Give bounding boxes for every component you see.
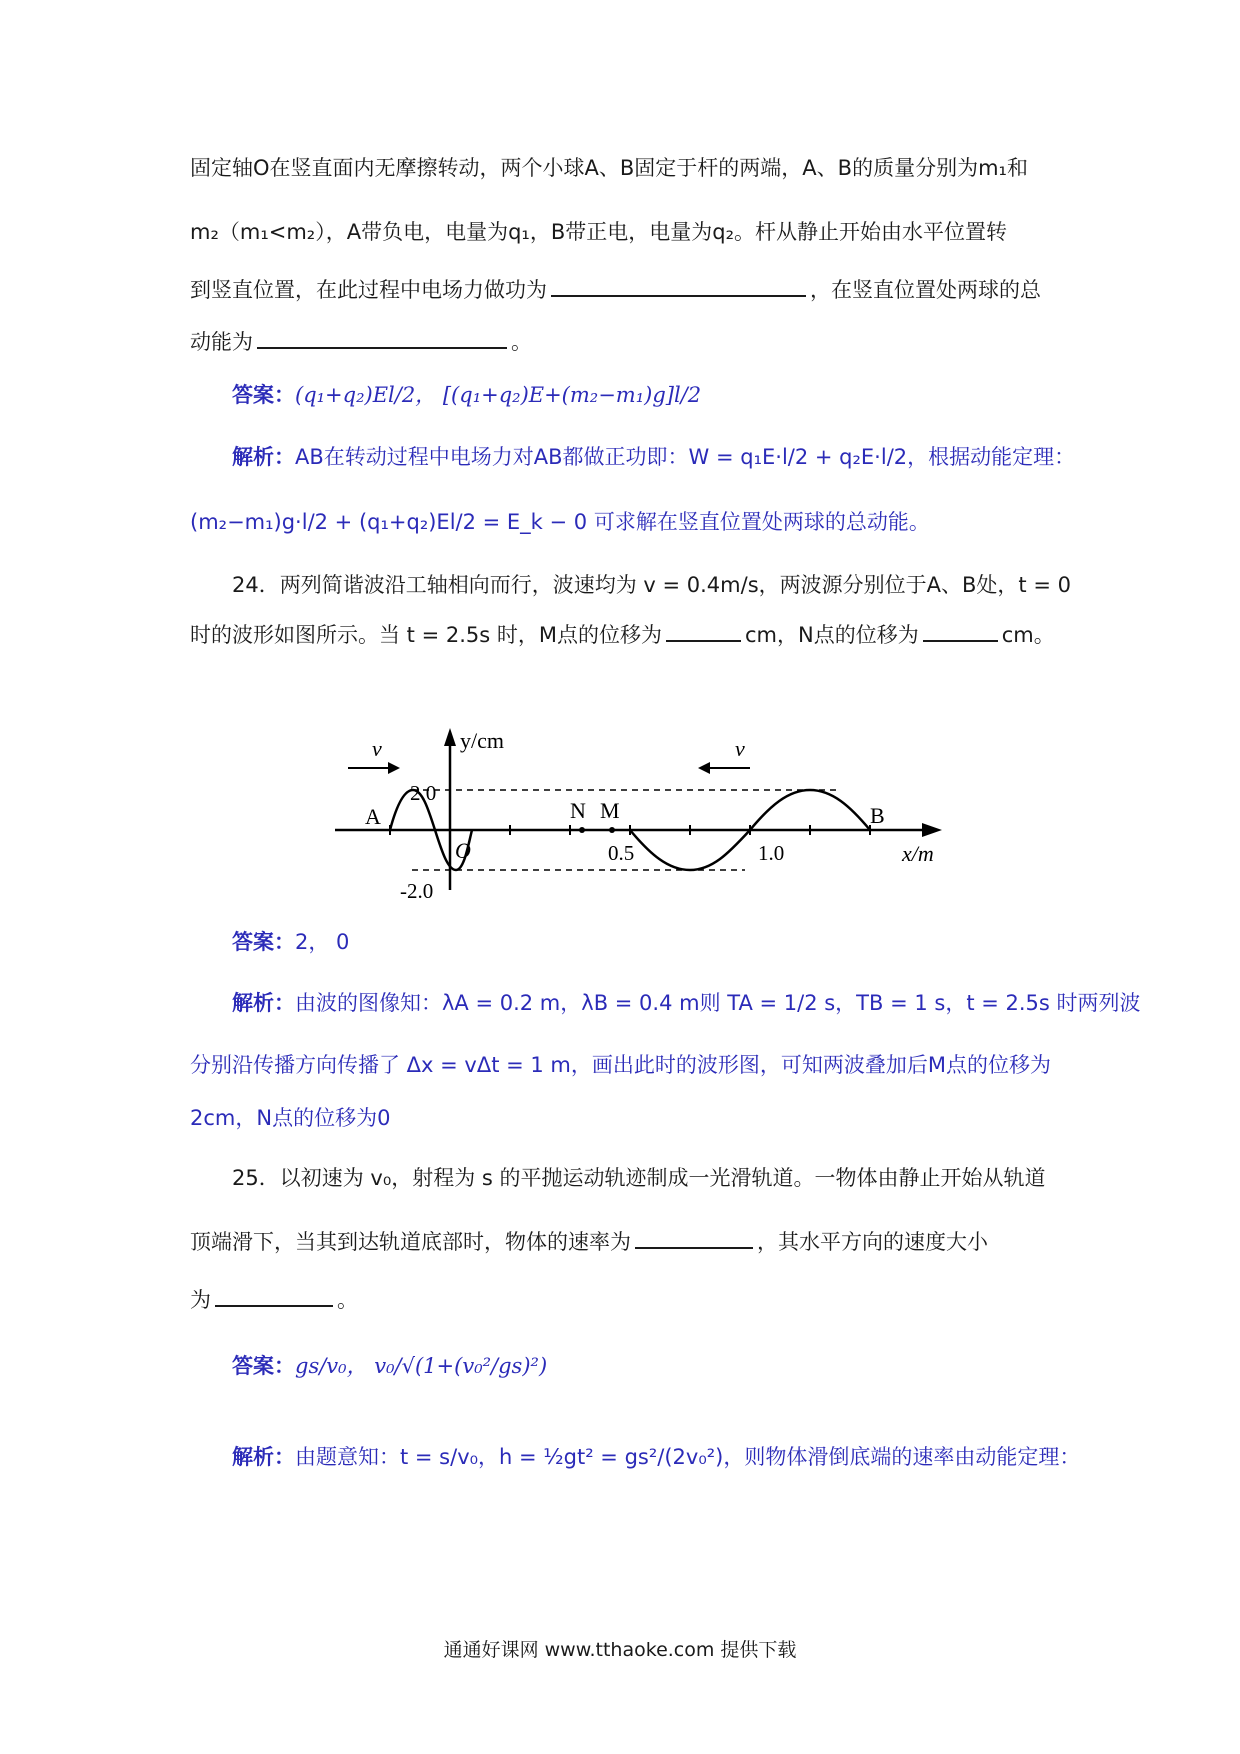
wave-figure	[330, 728, 950, 913]
x-axis-arrow	[922, 823, 942, 837]
velocity-label-right: v	[735, 736, 745, 761]
q25-line-2	[190, 1232, 988, 1253]
q24-line-2-tail: cm。	[1001, 623, 1055, 647]
y-axis-label: y/cm	[460, 728, 504, 753]
q23-line-4-text: 动能为	[190, 330, 253, 354]
q25-line-2-text: 顶端滑下，当其到达轨道底部时，物体的速率为	[190, 1230, 631, 1254]
velocity-arrowhead-left	[388, 762, 400, 774]
point-m-marker	[609, 827, 615, 833]
q24-answer	[232, 932, 349, 953]
q23-line-3-tail: ，在竖直位置处两球的总	[810, 278, 1041, 302]
point-m-label: M	[600, 798, 620, 823]
x-tick-05: 0.5	[608, 841, 635, 865]
q23-explanation-2: (m₂−m₁)g·l/2 + (q₁+q₂)El/2 = E_k − 0 可求解在竖直位置处两球的总动能。	[190, 510, 930, 534]
answer-blank-energy[interactable]	[257, 346, 507, 349]
q25-line-2-tail: ，其水平方向的速度大小	[757, 1230, 988, 1254]
q23-line-4	[190, 332, 532, 353]
origin-label: O	[455, 838, 471, 863]
answer-blank-n[interactable]	[923, 639, 998, 642]
q24-line-2-mid: cm，N点的位移为	[745, 623, 919, 647]
x-tick-10: 1.0	[758, 841, 785, 865]
point-n-marker	[579, 827, 585, 833]
velocity-label-left: v	[372, 736, 382, 761]
y-tick-top: 2.0	[410, 781, 437, 805]
q25-answer-text: gs/v₀， v₀/√(1+(v₀²/gs)²)	[295, 1354, 548, 1378]
y-tick-bottom: -2.0	[400, 879, 434, 903]
q24-answer-text: 2， 0	[295, 930, 350, 954]
q24-line-2-text: 时的波形如图所示。当 t = 2.5s 时，M点的位移为	[190, 623, 662, 647]
q25-explanation-text-1: 由题意知：t = s/v₀，h = ½gt² = gs²/(2v₀²)，则物体滑倒底端的速率由动能定理：	[295, 1445, 1081, 1469]
q24-explanation-text-1: 由波的图像知：λA = 0.2 m，λB = 0.4 m则 TA = 1/2 s，TB = 1 s，t = 2.5s 时两列波	[295, 991, 1141, 1015]
q23-line-4-tail: 。	[511, 330, 532, 354]
point-a-label: A	[365, 804, 381, 829]
q25-line-3-tail: 。	[337, 1288, 358, 1312]
q25-line-3-text: 为	[190, 1288, 211, 1312]
q24-explanation-3: 2cm，N点的位移为0	[190, 1106, 391, 1130]
q24-explanation-2: 分别沿传播方向传播了 Δx = vΔt = 1 m，画出此时的波形图，可知两波叠加后M点的位移为	[190, 1053, 1051, 1077]
q25-explanation-1	[232, 1447, 1080, 1468]
x-axis-label: x/m	[902, 841, 934, 866]
q23-answer-text: (q₁+q₂)El/2， [(q₁+q₂)E+(m₂−m₁)g]l/2	[295, 383, 702, 407]
explanation-label: 解析：	[232, 445, 295, 469]
answer-label: 答案：	[232, 930, 295, 954]
y-axis-arrow	[444, 728, 456, 746]
q23-line-1: 固定轴O在竖直面内无摩擦转动，两个小球A、B固定于杆的两端，A、B的质量分别为m₁和	[190, 156, 1028, 180]
q24-line-1: 24．两列简谐波沿工轴相向而行，波速均为 v = 0.4m/s，两波源分别位于A、B处，t = 0	[232, 573, 1071, 597]
answer-blank-work[interactable]	[551, 294, 806, 297]
q25-line-3	[190, 1290, 358, 1311]
velocity-arrowhead-right	[698, 762, 710, 774]
q23-explanation-text-1: AB在转动过程中电场力对AB都做正功即：W = q₁E·l/2 + q₂E·l/2，根据动能定理：	[295, 445, 1076, 469]
point-n-label: N	[570, 798, 586, 823]
q23-line-3-text: 到竖直位置，在此过程中电场力做功为	[190, 278, 547, 302]
point-b-label: B	[870, 803, 885, 828]
answer-label: 答案：	[232, 383, 295, 407]
q24-line-2	[190, 625, 1055, 646]
answer-label: 答案：	[232, 1354, 295, 1378]
q23-answer	[232, 385, 701, 406]
q23-explanation-1	[232, 447, 1075, 468]
answer-blank-horizontal[interactable]	[215, 1304, 333, 1307]
answer-blank-m[interactable]	[666, 639, 741, 642]
explanation-label: 解析：	[232, 1445, 295, 1469]
page-footer: 通通好课网 www.tthaoke.com 提供下载	[443, 1639, 797, 1661]
q23-line-3	[190, 280, 1041, 301]
q23-line-2: m₂（m₁<m₂），A带负电，电量为q₁，B带正电，电量为q₂。杆从静止开始由水平位置转	[190, 220, 1007, 244]
q24-explanation-1	[232, 993, 1141, 1014]
q25-line-1: 25．以初速为 v₀，射程为 s 的平抛运动轨迹制成一光滑轨道。一物体由静止开始从轨道	[232, 1166, 1046, 1190]
explanation-label: 解析：	[232, 991, 295, 1015]
q25-answer	[232, 1356, 547, 1377]
answer-blank-speed[interactable]	[635, 1246, 753, 1249]
